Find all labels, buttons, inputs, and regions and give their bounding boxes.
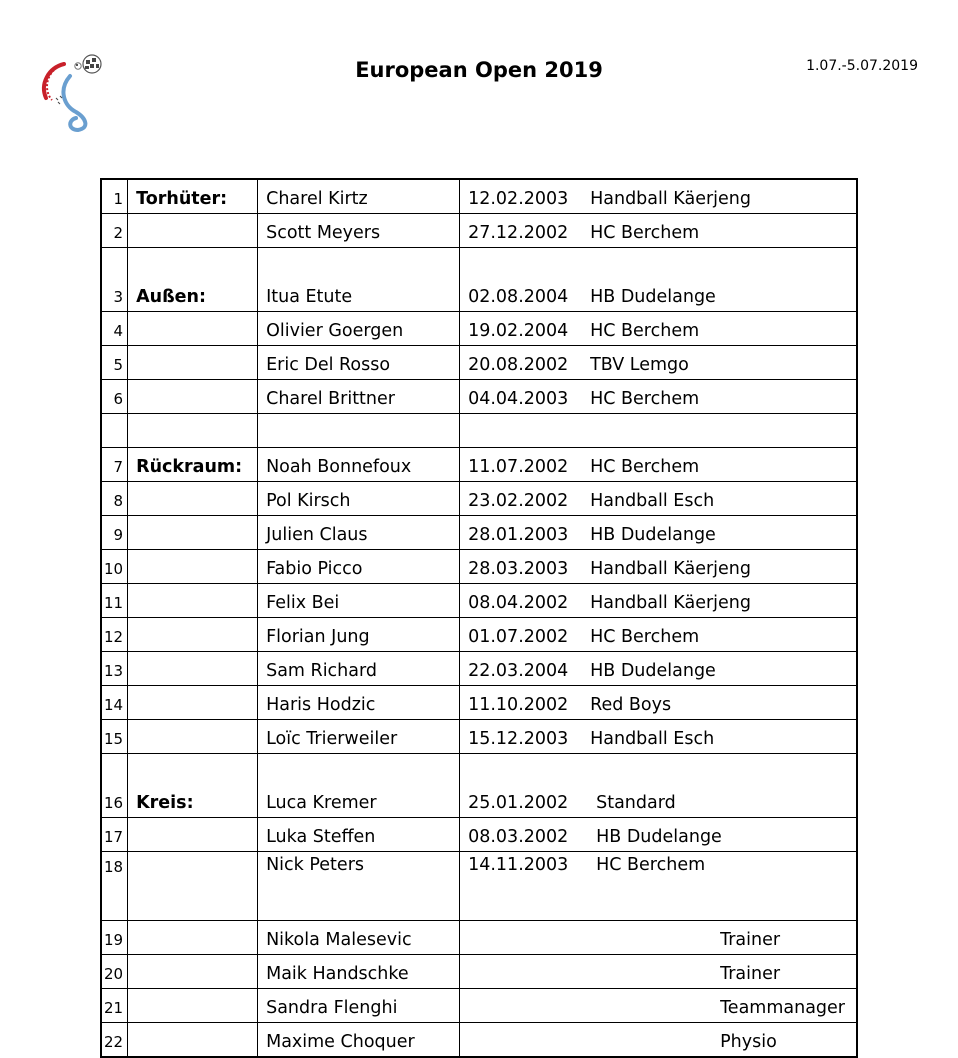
player-number: 11: [101, 584, 128, 618]
staff-name: Nikola Malesevic: [258, 921, 460, 955]
staff-role: Teammanager: [586, 989, 857, 1023]
birth-date: 11.07.2002: [460, 448, 587, 482]
birth-date: 25.01.2002: [460, 754, 587, 818]
staff-number: 22: [101, 1023, 128, 1058]
player-name: Eric Del Rosso: [258, 346, 460, 380]
position-label: [128, 955, 258, 989]
position-label: [128, 312, 258, 346]
club-name: HC Berchem: [586, 448, 857, 482]
birth-date: 08.03.2002: [460, 818, 587, 852]
staff-role: Trainer: [586, 955, 857, 989]
player-name: Charel Kirtz: [258, 179, 460, 214]
club-name: Standard: [586, 754, 857, 818]
player-number: 13: [101, 652, 128, 686]
player-number: 15: [101, 720, 128, 754]
birth-date: [460, 989, 587, 1023]
player-number: 18: [101, 852, 128, 921]
staff-role: Trainer: [586, 921, 857, 955]
birth-date: 19.02.2004: [460, 312, 587, 346]
player-number: 17: [101, 818, 128, 852]
birth-date: 02.08.2004: [460, 248, 587, 312]
table-row: [101, 179, 857, 214]
table-row: [101, 1023, 857, 1058]
club-name: Handball Esch: [586, 482, 857, 516]
position-label: [128, 818, 258, 852]
birth-date: 15.12.2003: [460, 720, 587, 754]
table-row: [101, 550, 857, 584]
birth-date: [460, 955, 587, 989]
position-label: [128, 618, 258, 652]
birth-date: 23.02.2002: [460, 482, 587, 516]
table-row: [101, 516, 857, 550]
position-label: [128, 584, 258, 618]
birth-date: 22.03.2004: [460, 652, 587, 686]
position-label: [128, 550, 258, 584]
player-number: 9: [101, 516, 128, 550]
table-row: [101, 584, 857, 618]
position-label: Torhüter:: [128, 179, 258, 214]
player-name: Noah Bonnefoux: [258, 448, 460, 482]
table-row: [101, 818, 857, 852]
position-label: [128, 482, 258, 516]
birth-date: 08.04.2002: [460, 584, 587, 618]
position-label: Außen:: [128, 248, 258, 312]
table-row: [101, 482, 857, 516]
position-label: [128, 989, 258, 1023]
player-name: Sam Richard: [258, 652, 460, 686]
club-name: HB Dudelange: [586, 652, 857, 686]
position-label: [128, 346, 258, 380]
table-row: [101, 720, 857, 754]
staff-number: 20: [101, 955, 128, 989]
birth-date: 12.02.2003: [460, 179, 587, 214]
position-label: [128, 1023, 258, 1058]
player-name: Luca Kremer: [258, 754, 460, 818]
position-label: [128, 852, 258, 921]
player-number: 10: [101, 550, 128, 584]
table-row: [101, 652, 857, 686]
club-name: Red Boys: [586, 686, 857, 720]
table-row: [101, 248, 857, 312]
birth-date: 28.03.2003: [460, 550, 587, 584]
player-name: Nick Peters: [258, 852, 460, 921]
position-label: Rückraum:: [128, 448, 258, 482]
position-label: [128, 214, 258, 248]
player-number: 12: [101, 618, 128, 652]
spacer-row: [101, 414, 857, 448]
position-label: Kreis:: [128, 754, 258, 818]
player-name: Olivier Goergen: [258, 312, 460, 346]
player-name: Florian Jung: [258, 618, 460, 652]
player-number: 3: [101, 248, 128, 312]
player-number: 5: [101, 346, 128, 380]
player-number: 8: [101, 482, 128, 516]
birth-date: 27.12.2002: [460, 214, 587, 248]
club-name: Handball Esch: [586, 720, 857, 754]
table-row: [101, 754, 857, 818]
player-number: 2: [101, 214, 128, 248]
club-name: HB Dudelange: [586, 818, 857, 852]
player-name: Charel Brittner: [258, 380, 460, 414]
birth-date: [460, 1023, 587, 1058]
player-name: Luka Steffen: [258, 818, 460, 852]
birth-date: 20.08.2002: [460, 346, 587, 380]
table-row: [101, 380, 857, 414]
event-date-range: 1.07.-5.07.2019: [806, 58, 918, 74]
staff-name: Maik Handschke: [258, 955, 460, 989]
player-name: Felix Bei: [258, 584, 460, 618]
club-name: HB Dudelange: [586, 516, 857, 550]
club-name: HC Berchem: [586, 618, 857, 652]
table-row: [101, 312, 857, 346]
staff-name: Sandra Flenghi: [258, 989, 460, 1023]
staff-number: 21: [101, 989, 128, 1023]
player-name: Fabio Picco: [258, 550, 460, 584]
page-title: European Open 2019: [355, 58, 603, 82]
club-name: TBV Lemgo: [586, 346, 857, 380]
club-name: Handball Käerjeng: [586, 550, 857, 584]
player-name: Pol Kirsch: [258, 482, 460, 516]
table-row: [101, 955, 857, 989]
player-name: Julien Claus: [258, 516, 460, 550]
player-number: 4: [101, 312, 128, 346]
table-row: [101, 448, 857, 482]
player-number: 1: [101, 179, 128, 214]
table-row: [101, 686, 857, 720]
player-number: 6: [101, 380, 128, 414]
birth-date: [460, 921, 587, 955]
club-name: Handball Käerjeng: [586, 584, 857, 618]
player-name: Loïc Trierweiler: [258, 720, 460, 754]
club-name: HB Dudelange: [586, 248, 857, 312]
club-name: HC Berchem: [586, 380, 857, 414]
table-row: [101, 346, 857, 380]
birth-date: 01.07.2002: [460, 618, 587, 652]
position-label: [128, 720, 258, 754]
table-row: [101, 921, 857, 955]
position-label: [128, 921, 258, 955]
position-label: [128, 380, 258, 414]
club-name: HC Berchem: [586, 852, 857, 921]
birth-date: 04.04.2003: [460, 380, 587, 414]
player-number: 16: [101, 754, 128, 818]
club-name: HC Berchem: [586, 214, 857, 248]
table-row: [101, 989, 857, 1023]
player-name: Haris Hodzic: [258, 686, 460, 720]
table-row: [101, 214, 857, 248]
table-row: [101, 852, 857, 921]
table-row: [101, 618, 857, 652]
birth-date: 28.01.2003: [460, 516, 587, 550]
position-label: [128, 516, 258, 550]
staff-name: Maxime Choquer: [258, 1023, 460, 1058]
club-name: Handball Käerjeng: [586, 179, 857, 214]
staff-number: 19: [101, 921, 128, 955]
birth-date: 14.11.2003: [460, 852, 587, 921]
player-name: Itua Etute: [258, 248, 460, 312]
position-label: [128, 652, 258, 686]
player-number: 7: [101, 448, 128, 482]
player-name: Scott Meyers: [258, 214, 460, 248]
staff-role: Physio: [586, 1023, 857, 1058]
club-name: HC Berchem: [586, 312, 857, 346]
player-number: 14: [101, 686, 128, 720]
position-label: [128, 686, 258, 720]
roster-table: [100, 178, 858, 1058]
birth-date: 11.10.2002: [460, 686, 587, 720]
